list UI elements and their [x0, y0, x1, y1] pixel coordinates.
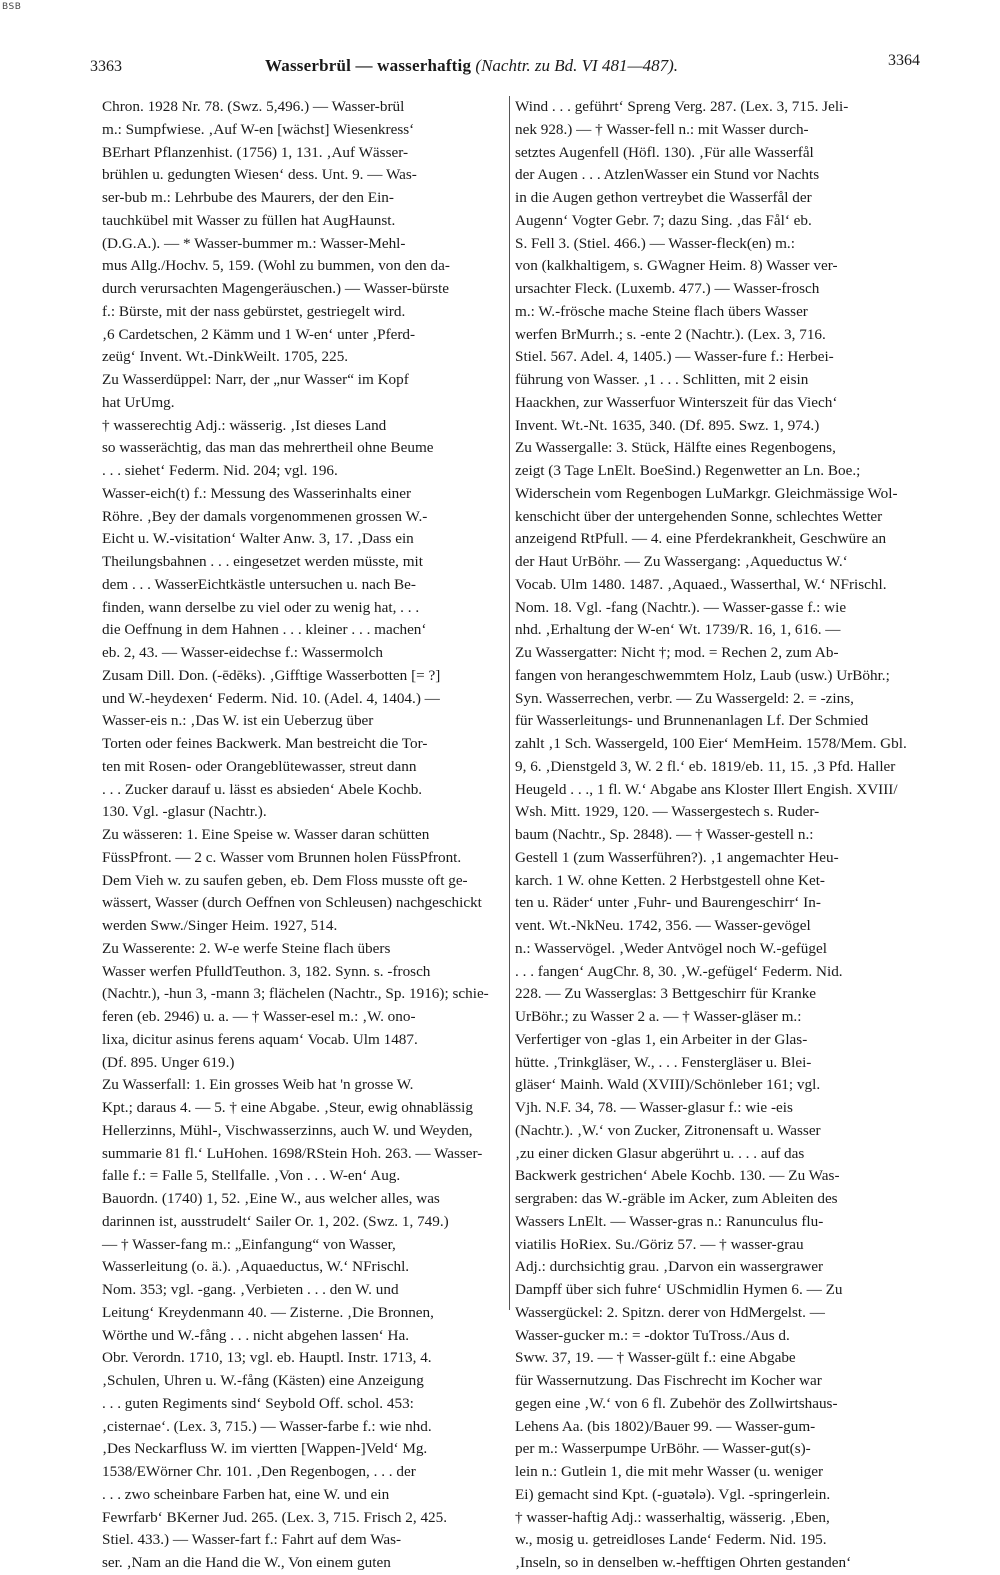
text-line: Wassers LnElt. — Wasser-gras n.: Ranunculus flu- [515, 1212, 824, 1230]
text-line: Wasserleitung (o. ä.). ‚Aquaeductus, W.‘ NFrischl. [102, 1258, 410, 1276]
text-line: Invent. Wt.-Nt. 1635, 340. (Df. 895. Swz. 1, 974.) [515, 416, 820, 434]
text-line: karch. 1 W. ohne Ketten. 2 Herbstgestell ohne Ket- [515, 871, 825, 889]
text-line: eb. 2, 43. — Wasser-eidechse f.: Wassermolch [102, 644, 383, 661]
text-line: m.: W.-frösche mache Steine flach übers Wasser [515, 302, 808, 320]
text-line: FüssPfront. — 2 c. Wasser vom Brunnen holen FüssPfront. [102, 848, 462, 866]
text-line: kenschicht über der untergehenden Sonne, schlechtes Wetter [515, 507, 883, 525]
text-line: n.: Wasservögel. ‚Weder Antvögel noch W.-gefügel [515, 939, 827, 957]
text-line: . . . siehet‘ Federm. Nid. 204; vgl. 196. [102, 462, 338, 479]
text-line: nek 928.) — † Wasser-fell n.: mit Wasser durch- [515, 120, 809, 138]
text-line: Leitung‘ Kreydenmann 40. — Zisterne. ‚Die Bronnen, [102, 1303, 434, 1321]
right-column [515, 96, 920, 1575]
text-line: für Wasserleitungs- und Brunnenanlagen Lf. Der Schmied [515, 712, 869, 730]
text-line: Nom. 18. Vgl. -fang (Nachtr.). — Wasser-gasse f.: wie [515, 598, 847, 616]
text-line: falle f.: = Falle 5, Stellfalle. ‚Von . . . W-en‘ Aug. [102, 1167, 401, 1185]
text-line: ten mit Rosen- oder Orangeblütewasser, streut dann [102, 757, 417, 775]
text-line: durch verursachten Magengeräuschen.) — Wasser-bürste [102, 280, 449, 297]
text-line: Backwerk gestrichen‘ Abele Kochb. 130. — Zu Was- [515, 1167, 840, 1185]
text-line: BErhart Pflanzenhist. (1756) 1, 131. ‚Auf Wässer- [102, 143, 409, 161]
text-line: darinnen ist, ausstrudelt‘ Sailer Or. 1, 202. (Swz. 1, 749.) [102, 1212, 449, 1230]
text-line: Wasser-gucker m.: = -doktor TuTross./Aus d. [515, 1326, 790, 1344]
text-line: Wsh. Mitt. 1929, 120. — Wassergestech s. Ruder- [515, 803, 820, 821]
page-number-left: 3363 [90, 58, 122, 75]
text-line: . . . Zucker darauf u. lässt es absieden‘ Abele Kochb. [102, 780, 423, 798]
text-line: Dampff über sich fuhre‘ USchmidlin Hymen 6. — Zu [515, 1281, 843, 1298]
text-line: † wasser-haftig Adj.: wasserhaltig, wässerig. ‚Eben, [515, 1508, 830, 1526]
text-line: ser. ‚Nam an die Hand die W., Von einem guten [102, 1554, 391, 1571]
text-line: Augenn‘ Vogter Gebr. 7; dazu Sing. ‚das Fål‘ eb. [515, 211, 812, 229]
text-line: werden Sww./Singer Heim. 1927, 514. [102, 917, 338, 934]
running-title [265, 56, 678, 76]
text-line: setztes Augenfell (Höfl. 130). ‚Für alle Wasserfål [515, 143, 814, 161]
text-line: Wasser-eis n.: ‚Das W. ist ein Ueberzug über [102, 712, 374, 730]
text-line: ‚6 Cardetschen, 2 Kämm und 1 W-en‘ unter ‚Pferd- [102, 325, 416, 343]
text-line: ten u. Räder‘ unter ‚Fuhr- und Baurengeschirr‘ In- [515, 894, 821, 912]
text-line: Torten oder feines Backwerk. Man bestreicht die Tor- [102, 735, 428, 752]
text-line: nhd. ‚Erhaltung der W-en‘ Wt. 1739/R. 16, 1, 616. — [515, 621, 841, 639]
column-divider [509, 96, 510, 1310]
text-line: Röhre. ‚Bey der damals vorgenommenen grossen W.- [102, 507, 428, 525]
text-line: mus Allg./Hochv. 5, 159. (Wohl zu bummen, von den da- [102, 257, 450, 275]
page-number-right: 3364 [888, 52, 920, 69]
text-line: der Augen . . . AtzlenWasser ein Stund vor Nachts [515, 166, 820, 184]
text-line: Zu Wasserdüppel: Narr, der „nur Wasser“ im Kopf [102, 371, 409, 388]
text-line: Wasser werfen PfulldTeuthon. 3, 182. Synn. s. -frosch [102, 962, 431, 980]
text-line: wässert, Wasser (durch Oeffnen von Schleusen) nachgeschickt [102, 894, 482, 912]
text-line: ser-bub m.: Lehrbube des Maurers, der den Ein- [102, 189, 394, 206]
text-line: Syn. Wasserrechen, verbr. — Zu Wassergeld: 2. = -zins, [515, 689, 854, 707]
text-line: Zu Wassergatter: Nicht †; mod. = Rechen 2, zum Ab- [515, 644, 839, 661]
library-stamp: BSB [2, 2, 22, 12]
text-line: viatilis HoRiex. Su./Göriz 57. — † wasser-grau [515, 1235, 804, 1253]
running-title-headwords: Wasserbrül — wasserhaftig [265, 56, 472, 75]
text-line: der Haut UrBöhr. — Zu Wassergang: ‚Aqueductus W.‘ [515, 553, 848, 570]
text-line: — † Wasser-fang m.: „Einfangung“ von Wasser, [102, 1235, 396, 1253]
text-line: Fewrfarb‘ BKerner Jud. 265. (Lex. 3, 715. Frisch 2, 425. [102, 1508, 448, 1526]
text-line: Bauordn. (1740) 1, 52. ‚Eine W., aus welcher alles, was [102, 1190, 440, 1207]
text-line: zeigt (3 Tage LnElt. BoeSind.) Regenwetter an Ln. Boe.; [515, 462, 861, 479]
text-line: S. Fell 3. (Stiel. 466.) — Wasser-fleck(en) m.: [515, 234, 795, 252]
text-line: Gestell 1 (zum Wasserführen?). ‚1 angemachter Heu- [515, 848, 839, 866]
text-line: tauchkübel mit Wasser zu füllen hat AugHaunst. [102, 211, 396, 229]
text-line: Chron. 1928 Nr. 78. (Swz. 5,496.) — Wasser-brül [102, 98, 405, 115]
text-line: brühlen u. gedungten Wiesen‘ dess. Unt. 9. — Was- [102, 166, 417, 184]
text-line: 130. Vgl. -glasur (Nachtr.). [102, 803, 267, 821]
text-line: Adj.: durchsichtig grau. ‚Darvon ein wassergrawer [515, 1258, 824, 1276]
text-line: ursachter Fleck. (Luxemb. 477.) — Wasser-frosch [515, 280, 820, 297]
text-line: gläser‘ Mainh. Wald (XVIII)/Schönleber 161; vgl. [515, 1076, 821, 1094]
text-line: (Nachtr.), -hun 3, -mann 3; flächelen (Nachtr., Sp. 1916); schie- [102, 985, 489, 1003]
text-line: baum (Nachtr., Sp. 2848). — † Wasser-gestell n.: [515, 826, 814, 843]
text-line: Lehens Aa. (bis 1802)/Bauer 99. — Wasser-gum- [515, 1417, 816, 1435]
text-line: Hellerzinns, Mühl-, Vischwasserzinns, auch W. und Weyden, [102, 1121, 473, 1139]
text-line: die Oeffnung in dem Hahnen . . . kleiner . . . machen‘ [102, 621, 427, 639]
text-line: ‚cisternae‘. (Lex. 3, 715.) — Wasser-farbe f.: wie nhd. [102, 1417, 432, 1435]
text-line: Zu Wasserfall: 1. Ein grosses Weib hat 'n grosse W. [102, 1076, 414, 1094]
text-line: Stiel. 433.) — Wasser-fart f.: Fahrt auf dem Was- [102, 1531, 402, 1549]
text-line: Dem Vieh w. zu saufen geben, eb. Dem Floss musste oft ge- [102, 871, 468, 889]
text-line: feren (eb. 2946) u. a. — † Wasser-esel m.: ‚W. ono- [102, 1008, 416, 1025]
text-line: Obr. Verordn. 1710, 13; vgl. eb. Hauptl. Instr. 1713, 4. [102, 1349, 432, 1367]
text-line: zahlt ‚1 Sch. Wassergeld, 100 Eier‘ MemHeim. 1578/Mem. Gbl. [515, 735, 907, 752]
text-line: anzeigend RtPfull. — 4. eine Pferdekrankheit, Geschwüre an [515, 530, 887, 548]
text-line: (Df. 895. Unger 619.) [102, 1053, 235, 1071]
text-line: per m.: Wasserpumpe UrBöhr. — Wasser-gut(s)- [515, 1440, 811, 1458]
text-line: dem . . . WasserEichtkästle untersuchen u. nach Be- [102, 575, 416, 593]
text-line: Widerschein vom Regenbogen LuMarkgr. Gleichmässige Wol- [515, 484, 898, 502]
text-line: Vocab. Ulm 1480. 1487. ‚Aquaed., Wasserthal, W.‘ NFrischl. [515, 575, 887, 593]
text-line: ‚Des Neckarfluss W. im viertten [Wappen-]Veld‘ Mg. [102, 1440, 428, 1458]
text-line: 1538/EWörner Chr. 101. ‚Den Regenbogen, . . . der [102, 1463, 416, 1480]
text-line: hat UrUmg. [102, 393, 175, 411]
text-line: . . . zwo scheinbare Farben hat, eine W. und ein [102, 1485, 390, 1503]
text-line: von (kalkhaltigem, s. GWagner Heim. 8) Wasser ver- [515, 257, 838, 275]
text-line: vent. Wt.-NkNeu. 1742, 356. — Wasser-gevögel [515, 917, 811, 934]
text-line: Stiel. 567. Adel. 4, 1405.) — Wasser-fure f.: Herbei- [515, 348, 834, 366]
text-line: Theilungsbahnen . . . eingesetzet werden müsste, mit [102, 553, 423, 570]
text-line: sergraben: das W.-gräble im Acker, zum Ableiten des [515, 1190, 838, 1207]
text-line: . . . guten Regiments sind‘ Seybold Off. schol. 453: [102, 1394, 414, 1412]
text-line: f.: Bürste, mit der nass gebürstet, gestriegelt wird. [102, 302, 406, 320]
text-line: 228. — Zu Wasserglas: 3 Bettgeschirr für Kranke [515, 985, 817, 1003]
text-line: Ei) gemacht sind Kpt. (-guətələ). Vgl. -springerlein. [515, 1485, 831, 1503]
text-line: Haackhen, zur Wasserfuor Winterszeit für das Viech‘ [515, 393, 838, 411]
text-line: zeüg‘ Invent. Wt.-DinkWeilt. 1705, 225. [102, 348, 349, 366]
text-line: Wassergückel: 2. Spitzn. derer von HdMergelst. — [515, 1303, 825, 1321]
text-line: fangen von herangeschwemmtem Holz, Laub (usw.) UrBöhr.; [515, 666, 890, 684]
text-line: Wörthe und W.-fång . . . nicht abgehen lassen‘ Ha. [102, 1326, 410, 1344]
text-line: gegen eine ‚W.‘ von 6 fl. Zubehör des Zollwirtshaus- [515, 1394, 838, 1412]
text-line: Kpt.; daraus 4. — 5. † eine Abgabe. ‚Steur, ewig ohnablässig [102, 1099, 473, 1116]
text-line: Nom. 353; vgl. -gang. ‚Verbieten . . . den W. und [102, 1281, 399, 1298]
left-column [102, 96, 507, 1575]
text-line: und W.-heydexen‘ Federm. Nid. 10. (Adel. 4, 1404.) — [102, 689, 440, 707]
text-line: (Nachtr.). ‚W.‘ von Zucker, Zitronensaft u. Wasser [515, 1121, 821, 1139]
text-line: in die Augen gethon vertreybet die Wasserfål der [515, 189, 812, 206]
text-line: Wind . . . geführt‘ Spreng Verg. 287. (Lex. 3, 715. Jeli- [515, 98, 849, 115]
text-line: ‚Inseln, so in denselben w.-hefftigen Ohrten gestanden‘ [515, 1554, 852, 1571]
text-line: Verfertiger von -glas 1, ein Arbeiter in der Glas- [515, 1030, 808, 1048]
text-line: Zu Wasserente: 2. W-e werfe Steine flach übers [102, 939, 391, 957]
text-line: ‚Schulen, Uhren u. W.-fång (Kästen) eine Anzeigung [102, 1372, 424, 1389]
page-header [90, 52, 920, 82]
text-line: ‚zu einer dicken Glasur abgerührt u. . . . auf das [515, 1144, 805, 1162]
text-line: Wasser-eich(t) f.: Messung des Wasserinhalts einer [102, 484, 412, 502]
text-line: lein n.: Gutlein 1, die mit mehr Wasser (u. weniger [515, 1463, 824, 1480]
text-line: UrBöhr.; zu Wasser 2 a. — † Wasser-gläser m.: [515, 1008, 802, 1025]
text-line: m.: Sumpfwiese. ‚Auf W-en [wächst] Wiesenkress‘ [102, 120, 415, 138]
text-line: für Wassernutzung. Das Fischrecht im Kocher war [515, 1372, 822, 1389]
text-line: so wasserächtig, das man das mehrertheil ohne Beume [102, 439, 434, 457]
text-line: Zu wässeren: 1. Eine Speise w. Wasser daran schütten [102, 826, 430, 843]
text-line: † wasserechtig Adj.: wässerig. ‚Ist dieses Land [102, 416, 387, 434]
text-line: . . . fangen‘ AugChr. 8, 30. ‚W.-gefügel‘ Federm. Nid. [515, 962, 843, 980]
text-line: Eicht u. W.-visitation‘ Walter Anw. 3, 17. ‚Dass ein [102, 530, 414, 548]
text-line: führung von Wasser. ‚1 . . . Schlitten, mit 2 eisin [515, 371, 809, 388]
text-line: hütte. ‚Trinkgläser, W., . . . Fenstergläser u. Blei- [515, 1053, 812, 1071]
running-title-note: (Nachtr. zu Bd. VI 481—487). [475, 56, 678, 75]
text-line: Sww. 37, 19. — † Wasser-gült f.: eine Abgabe [515, 1349, 796, 1367]
text-line: finden, wann derselbe zu viel oder zu wenig hat, . . . [102, 598, 420, 616]
text-line: lixa, dicitur asinus ferens aquam‘ Vocab. Ulm 1487. [102, 1030, 418, 1048]
text-line: Heugeld . . ., 1 fl. W.‘ Abgabe ans Kloster Illert Engish. XVIII/ [515, 780, 898, 798]
text-line: summarie 81 fl.‘ LuHohen. 1698/RStein Hoh. 263. — Wasser- [102, 1144, 483, 1162]
text-line: 9, 6. ‚Dienstgeld 3, W. 2 fl.‘ eb. 1819/eb. 11, 15. ‚3 Pfd. Haller [515, 757, 896, 775]
text-line: (D.G.A.). — * Wasser-bummer m.: Wasser-Mehl- [102, 234, 406, 252]
text-line: Zusam Dill. Don. (-ēdēks). ‚Gifftige Wasserbotten [= ?] [102, 666, 441, 684]
text-line: Zu Wassergalle: 3. Stück, Hälfte eines Regenbogens, [515, 439, 836, 457]
text-line: werfen BrMurrh.; s. -ente 2 (Nachtr.). (Lex. 3, 716. [515, 325, 826, 343]
text-line: w., mosig u. getreidloses Lande‘ Federm. Nid. 195. [515, 1531, 827, 1549]
text-line: Vjh. N.F. 34, 78. — Wasser-glasur f.: wie -eis [515, 1099, 793, 1116]
